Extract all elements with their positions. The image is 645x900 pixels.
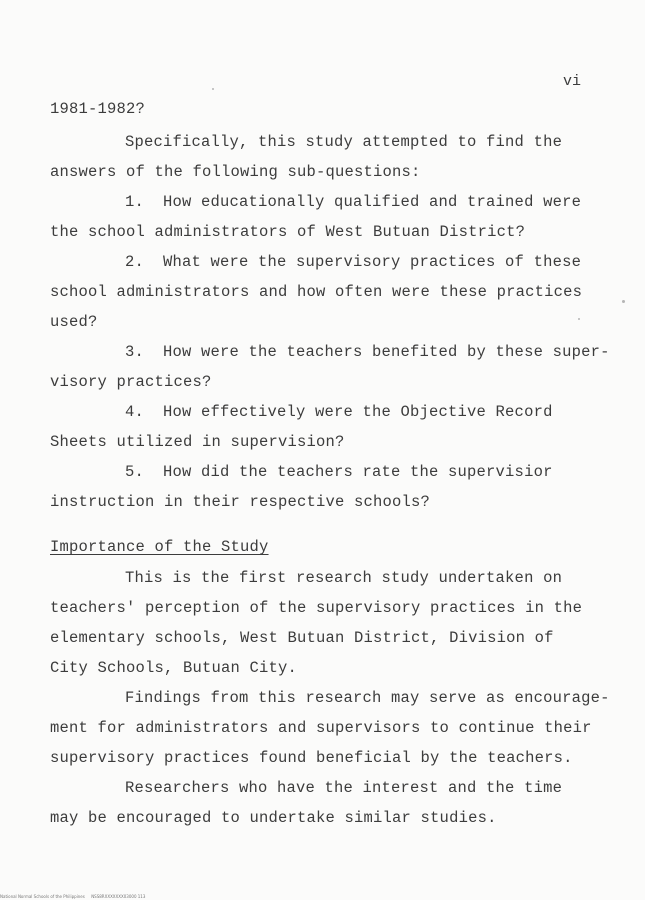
text-line: This is the first research study undertaken on (125, 569, 563, 587)
text-line: Findings from this research may serve as encourage- (125, 689, 610, 707)
scan-speck (622, 300, 625, 303)
text-line: may be encouraged to undertake similar studies. (50, 809, 497, 827)
text-line: teachers' perception of the supervisory practices in the (50, 599, 583, 617)
text-line: used? (50, 313, 98, 331)
scan-speck (578, 318, 580, 320)
scan-speck (212, 88, 214, 90)
text-line: 5. How did the teachers rate the supervisior (125, 463, 553, 481)
text-line: elementary schools, West Butuan District, Division of (50, 629, 554, 647)
text-line: answers of the following sub-questions: (50, 163, 421, 181)
text-line: 4. How effectively were the Objective Record (125, 403, 553, 421)
text-line: visory practices? (50, 373, 212, 391)
text-line: Specifically, this study attempted to find the (125, 133, 563, 151)
text-line: City Schools, Butuan City. (50, 659, 298, 677)
text-line: ment for administrators and supervisors to continue their (50, 719, 592, 737)
text-line: 3. How were the teachers benefited by these super- (125, 343, 610, 361)
text-line: supervisory practices found beneficial by the teachers. (50, 749, 573, 767)
scan-footer: National Normal Schools of the Philippines NSS8RXXXXXXX03000 113 (0, 894, 146, 899)
text-line: 1981-1982? (50, 100, 146, 118)
section-heading: Importance of the Study (50, 538, 269, 556)
text-line: 1. How educationally qualified and trained were (125, 193, 582, 211)
text-line: 2. What were the supervisory practices of these (125, 253, 582, 271)
text-line: Researchers who have the interest and the time (125, 779, 563, 797)
text-line: instruction in their respective schools? (50, 493, 431, 511)
text-line: Sheets utilized in supervision? (50, 433, 345, 451)
text-line: the school administrators of West Butuan District? (50, 223, 526, 241)
text-line: school administrators and how often were these practices (50, 283, 583, 301)
page-number: vi (563, 73, 582, 90)
